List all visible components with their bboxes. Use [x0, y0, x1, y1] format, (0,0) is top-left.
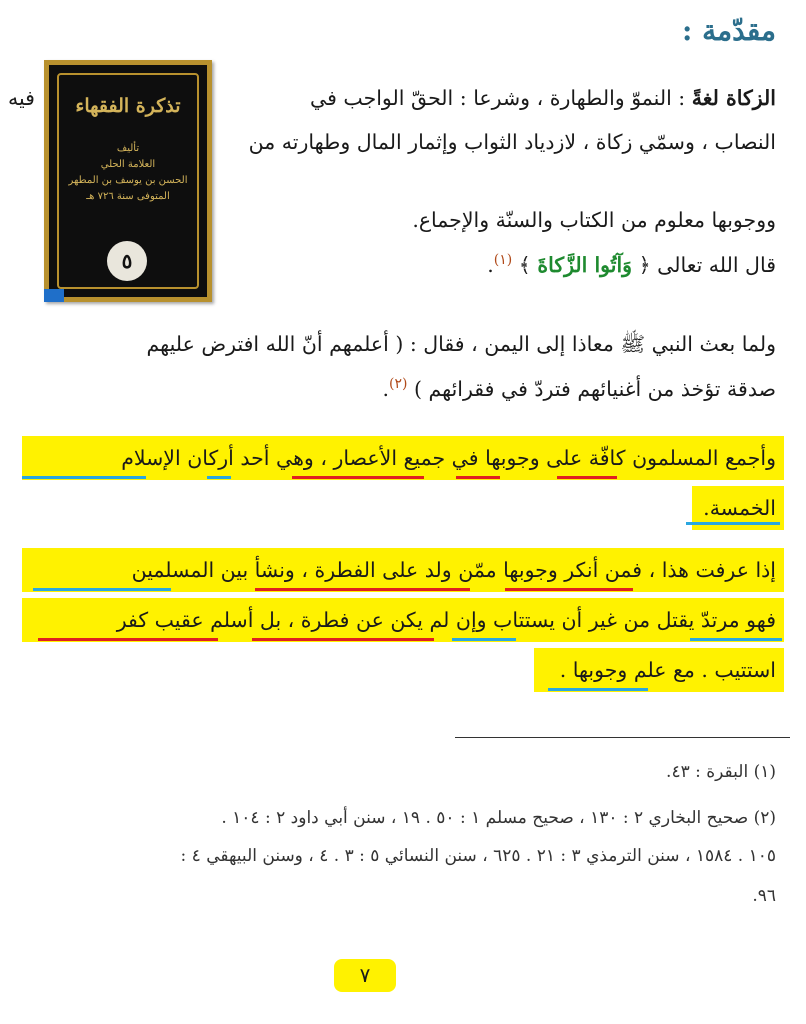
hadith-line-2	[382, 376, 776, 401]
highlight-consensus-line-1: وأجمع المسلمون كافّة على وجوبها في جميع الأعصار ، وهي أحد أركان الإسلام	[22, 436, 784, 480]
intro-line-1-tail: فيه	[8, 86, 35, 110]
underline-blue	[33, 588, 171, 591]
underline-blue	[548, 688, 648, 691]
underline-blue	[22, 476, 146, 479]
quran-verse: وَآتُوا الزَّكاةَ	[537, 252, 633, 277]
hadith-line-2-end: .	[382, 376, 389, 401]
section-heading: مقدّمة :	[682, 14, 776, 47]
footnote-separator	[455, 737, 790, 738]
hadith-line-1: ولما بعث النبي ﷺ معاذا إلى اليمن ، فقال : ( أعلمهم أنّ الله افترض عليهم	[146, 332, 776, 356]
underline-blue	[686, 522, 780, 525]
underline-red	[252, 638, 434, 641]
book-subtitle-2: العلامة الحلي	[100, 159, 156, 170]
footnote-ref-2: (٢)	[388, 376, 408, 392]
intro-line-4-end: .	[487, 252, 494, 277]
book-subtitle-4: المتوفى سنة ٧٢٦ هـ	[86, 191, 170, 202]
highlight-ruling-line-3: استتيب . مع علم وجوبها .	[534, 648, 784, 692]
book-cover-image	[44, 60, 212, 302]
book-subtitle-1: تأليف	[116, 143, 140, 154]
highlight-ruling-line-2: فهو مرتدّ يقتل من غير أن يستتاب وإن لم يكن عن فطرة ، بل أسلم عقيب كفر	[22, 598, 784, 642]
underline-blue	[207, 476, 231, 479]
book-title: تذكرة الفقهاء	[75, 95, 181, 117]
underline-red	[505, 588, 633, 591]
intro-line-1-text: : النموّ والطهارة ، وشرعا : الحقّ الواجب في	[310, 86, 692, 110]
footnote-2-line-1: (٢) صحيح البخاري ٢ : ١٣٠ ، صحيح مسلم ١ : ٥٠ . ١٩ ، سنن أبي داود ٢ : ١٠٤ .	[221, 808, 776, 828]
footnote-2-line-2: ١٠٥ . ١٥٨٤ ، سنن الترمذي ٣ : ٢١ . ٦٢٥ ، سنن النسائي ٥ : ٣ . ٤ ، وسنن البيهقي ٤ :	[180, 846, 776, 866]
intro-line-4	[487, 252, 776, 277]
intro-line-1	[310, 86, 776, 110]
footnote-1: (١) البقرة : ٤٣.	[666, 762, 776, 782]
footnote-2-line-3: ٩٦.	[752, 886, 776, 906]
image-corner-badge	[44, 289, 64, 302]
underline-red	[456, 476, 500, 479]
underline-blue	[452, 638, 516, 641]
underline-red	[255, 588, 470, 591]
book-subtitle-3: الحسن بن يوسف بن المطهر	[68, 175, 188, 186]
intro-line-3: ووجوبها معلوم من الكتاب والسنّة والإجماع.	[412, 208, 776, 232]
underline-red	[38, 638, 218, 641]
zakat-term: الزكاة لغةً	[691, 86, 776, 110]
footnote-ref-1: (١)	[493, 252, 513, 268]
book-volume-number: ٥	[107, 241, 147, 281]
verse-close: ﴾	[518, 252, 531, 277]
page-number: ٧	[334, 959, 396, 992]
underline-blue	[690, 638, 782, 641]
underline-red	[557, 476, 617, 479]
highlight-consensus-line-2: الخمسة.	[692, 486, 784, 530]
verse-open: قال الله تعالى ﴿	[638, 252, 776, 277]
intro-line-2: النصاب ، وسمّي زكاة ، لازدياد الثواب وإثمار المال وطهارته من	[248, 130, 776, 154]
hadith-line-2-text: صدقة تؤخذ من أغنيائهم فتردّ في فقرائهم )	[413, 376, 776, 401]
underline-red	[292, 476, 424, 479]
highlight-ruling-line-1: إذا عرفت هذا ، فمن أنكر وجوبها ممّن ولد على الفطرة ، ونشأ بين المسلمين	[22, 548, 784, 592]
